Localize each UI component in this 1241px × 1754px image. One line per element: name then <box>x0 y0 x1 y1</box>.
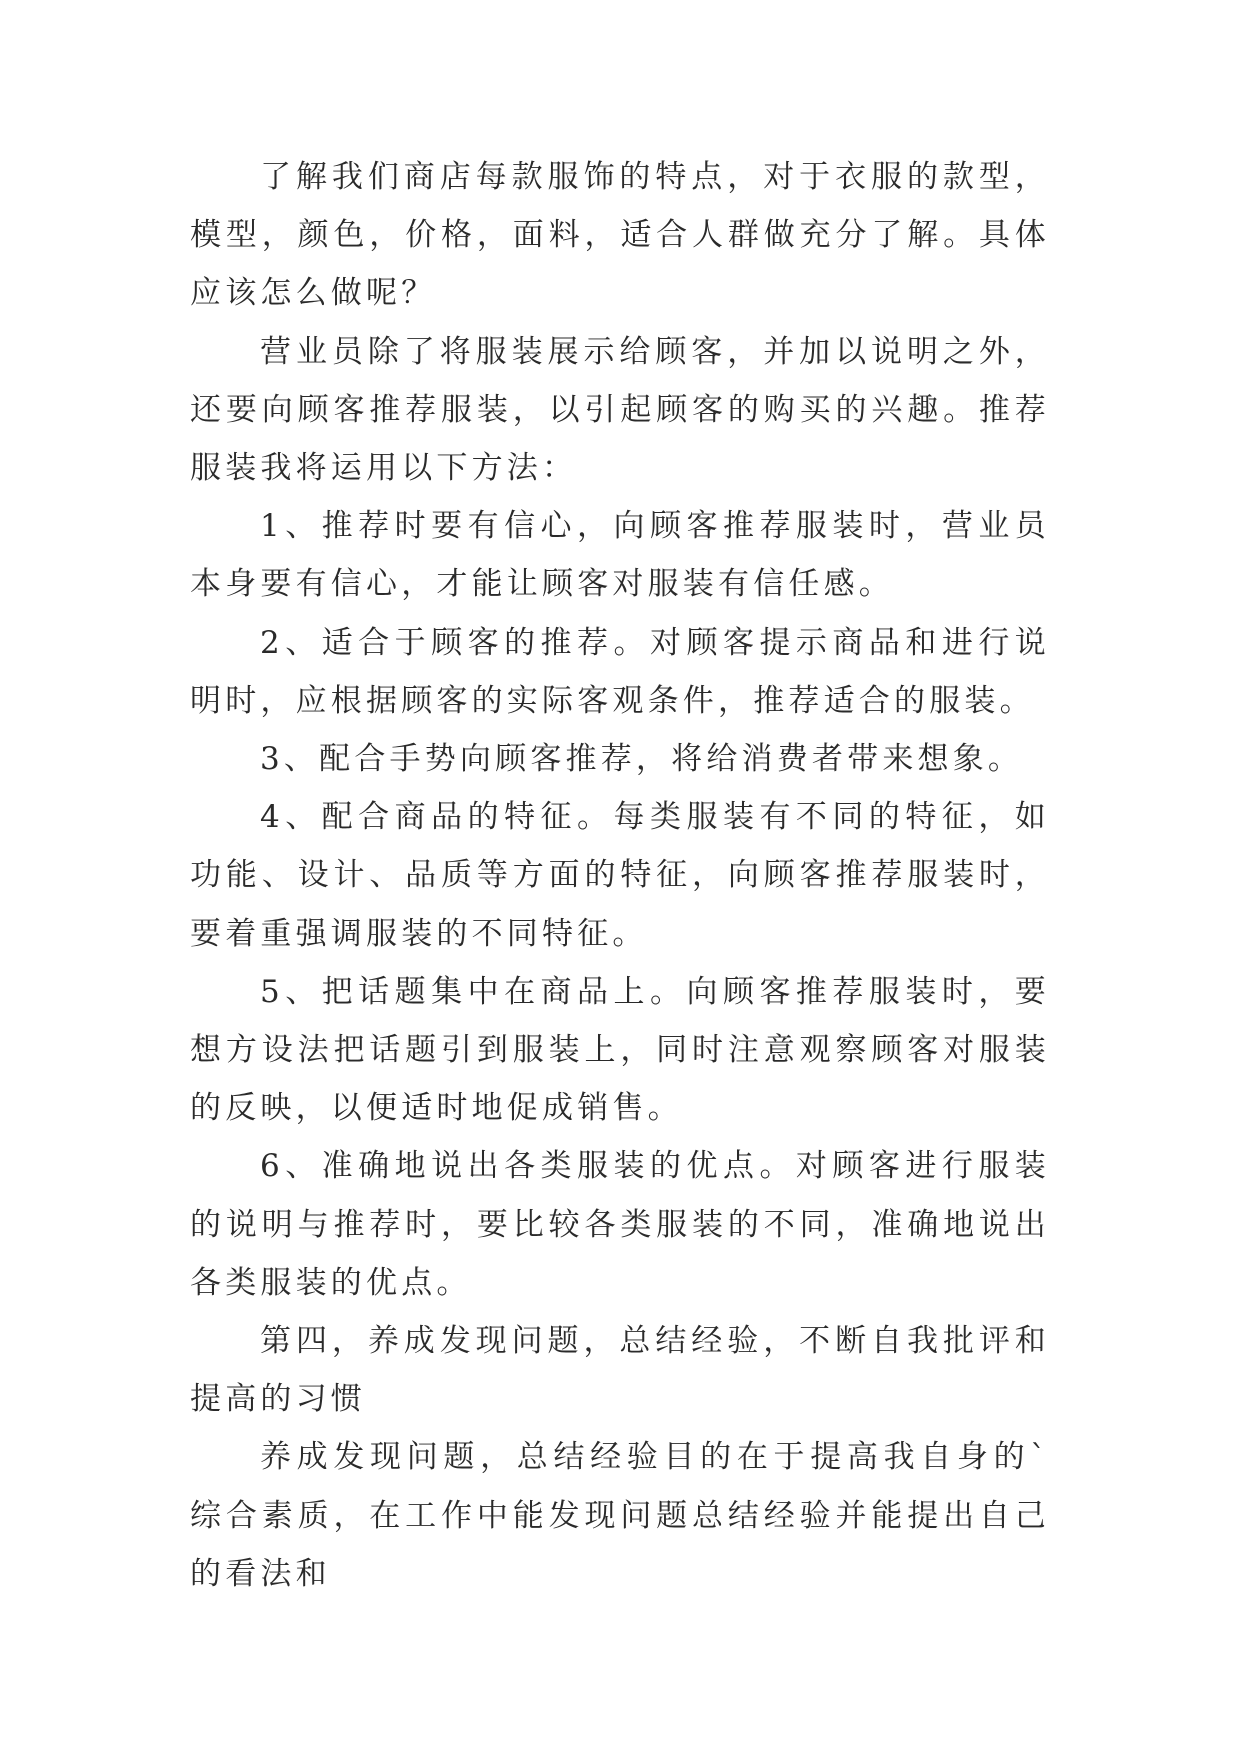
list-item: 4、配合商品的特征。每类服装有不同的特征，如功能、设计、品质等方面的特征，向顾客推荐服装时，要着重强调服装的不同特征。 <box>190 799 1050 952</box>
list-item: 1、推荐时要有信心，向顾客推荐服装时，营业员本身要有信心，才能让顾客对服装有信任感。 <box>190 508 1050 603</box>
list-item: 6、准确地说出各类服装的优点。对顾客进行服装的说明与推荐时，要比较各类服装的不同，准确地说出各类服装的优点。 <box>190 1148 1050 1301</box>
document-body <box>190 148 1050 1603</box>
paragraph: 养成发现问题，总结经验目的在于提高我自身的`综合素质，在工作中能发现问题总结经验并能提出自己的看法和 <box>190 1439 1050 1592</box>
paragraph: 了解我们商店每款服饰的特点，对于衣服的款型，模型，颜色，价格，面料，适合人群做充分了解。具体应该怎么做呢？ <box>190 159 1050 312</box>
list-item: 2、适合于顾客的推荐。对顾客提示商品和进行说明时，应根据顾客的实际客观条件，推荐适合的服装。 <box>190 624 1050 719</box>
list-item: 3、配合手势向顾客推荐，将给消费者带来想象。 <box>260 741 1024 778</box>
section-heading: 第四，养成发现问题，总结经验，不断自我批评和提高的习惯 <box>190 1323 1050 1418</box>
paragraph: 营业员除了将服装展示给顾客，并加以说明之外，还要向顾客推荐服装，以引起顾客的购买的兴趣。推荐服装我将运用以下方法： <box>190 333 1050 487</box>
list-item: 5、把话题集中在商品上。向顾客推荐服装时，要想方设法把话题引到服装上，同时注意观察顾客对服装的反映，以便适时地促成销售。 <box>190 973 1050 1127</box>
